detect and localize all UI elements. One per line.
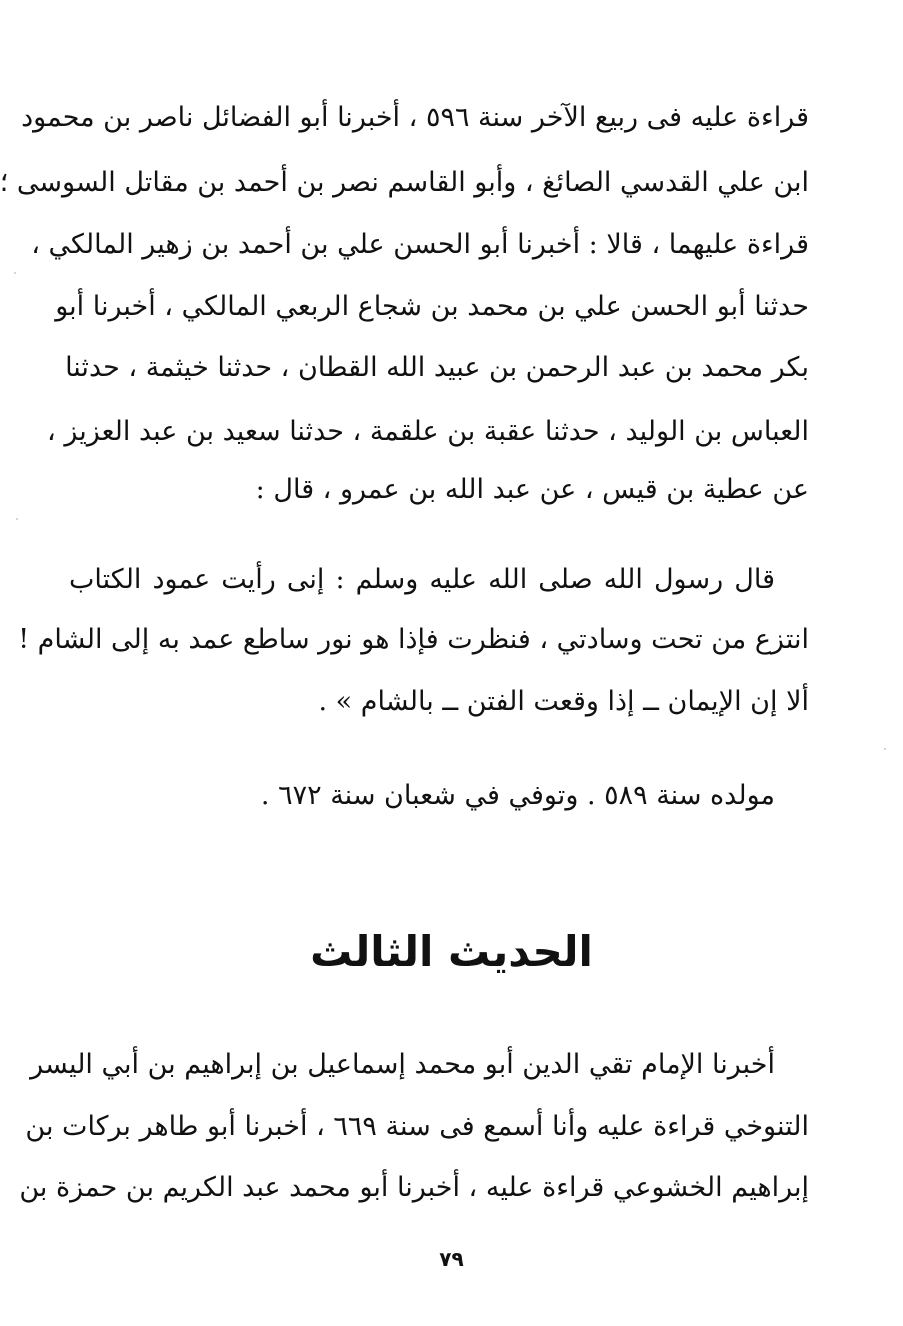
text-line: مولده سنة ٥٨٩ . وتوفي في شعبان سنة ٦٧٢ . [260,780,775,811]
scan-speck [884,748,886,750]
text-line: أخبرنا الإمام تقي الدين أبو محمد إسماعيل بن إبراهيم بن أبي اليسر [30,1049,775,1080]
text-line: قراءة عليه فى ربيع الآخر سنة ٥٩٦ ، أخبرنا أبو الفضائل ناصر بن محمود [21,102,809,133]
text-line: بكر محمد بن عبد الرحمن بن عبيد الله القطان ، حدثنا خيثمة ، حدثنا [65,352,809,383]
text-line: العباس بن الوليد ، حدثنا عقبة بن علقمة ، حدثنا سعيد بن عبد العزيز ، [47,416,809,447]
text-line: عن عطية بن قيس ، عن عبد الله بن عمرو ، قال : [255,474,809,505]
section-heading: الحديث الثالث [310,927,593,976]
text-line: حدثنا أبو الحسن علي بن محمد بن شجاع الربعي المالكي ، أخبرنا أبو [55,291,809,322]
text-line: ألا إن الإيمان ــ إذا وقعت الفتن ــ بالشام » . [318,686,809,717]
text-line: انتزع من تحت وسادتي ، فنظرت فإذا هو نور ساطع عمد به إلى الشام ! [18,624,809,655]
text-line: ابن علي القدسي الصائغ ، وأبو القاسم نصر بن أحمد بن مقاتل السوسى ؛ [0,167,809,198]
text-line: قال رسول الله صلى الله عليه وسلم : إنى رأيت عمود الكتاب [69,564,775,595]
text-line: إبراهيم الخشوعي قراءة عليه ، أخبرنا أبو محمد عبد الكريم بن حمزة بن [19,1172,809,1203]
page-number: ٧٩ [439,1247,464,1271]
text-line: قراءة عليهما ، قالا : أخبرنا أبو الحسن علي بن أحمد بن زهير المالكي ، [31,229,809,260]
text-line: التنوخي قراءة عليه وأنا أسمع فى سنة ٦٦٩ ، أخبرنا أبو طاهر بركات بن [25,1111,809,1142]
scan-speck [16,518,18,520]
scan-speck [14,272,16,274]
